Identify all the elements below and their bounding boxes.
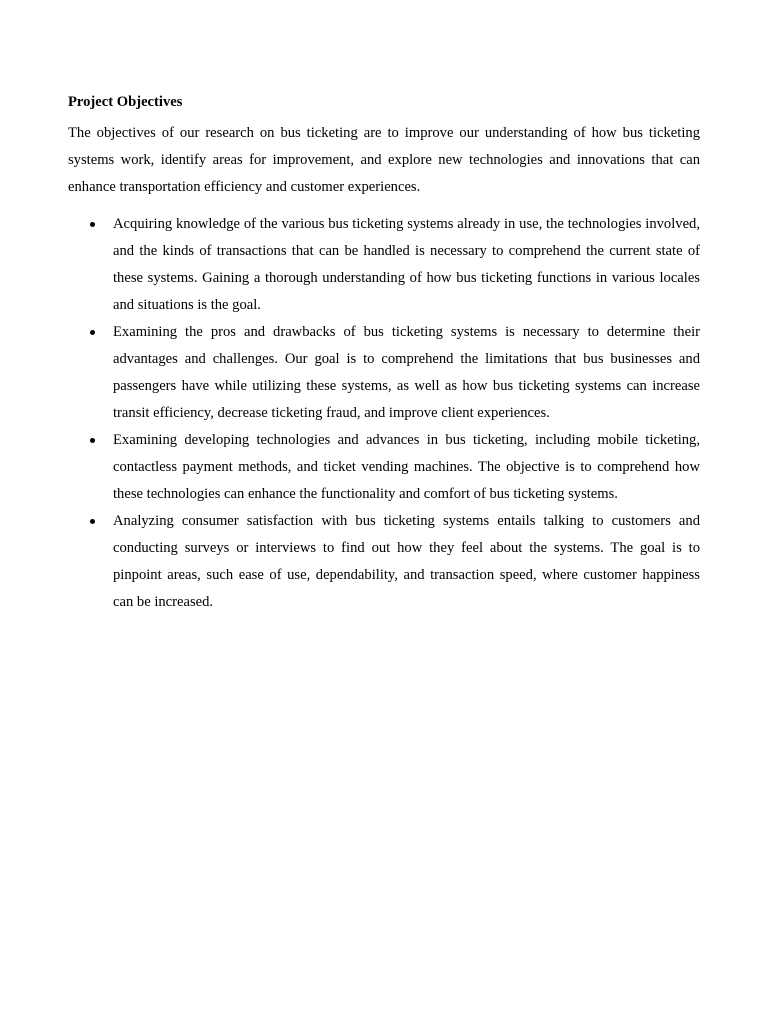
objective-item — [68, 211, 700, 319]
objective-item — [68, 508, 700, 616]
bullet-icon — [90, 519, 95, 524]
objective-item — [68, 427, 700, 508]
objective-text: Analyzing consumer satisfaction with bus ticketing systems entails talking to customers and conducting surveys or interviews to find out how they feel about the systems. The goal is to pinpoint areas, such ease of use, dependability, and transaction speed, where customer happiness can be increased. — [113, 513, 700, 610]
bullet-icon — [90, 330, 95, 335]
bullet-icon — [90, 222, 95, 227]
document-page — [68, 92, 700, 616]
objective-item — [68, 319, 700, 427]
section-heading: Project Objectives — [68, 94, 183, 110]
objective-text: Acquiring knowledge of the various bus ticketing systems already in use, the technologies involved, and the kinds of transactions that can be handled is necessary to comprehend the current state of these systems. Gaining a thorough understanding of how bus ticketing functions in various locales and situations is the goal. — [113, 216, 700, 313]
objective-text: Examining the pros and drawbacks of bus ticketing systems is necessary to determine their advantages and challenges. Our goal is to comprehend the limitations that bus businesses and passengers have while utilizing these systems, as well as how bus ticketing systems can increase transit efficiency, decrease ticketing fraud, and improve client experiences. — [113, 324, 700, 421]
objective-text: Examining developing technologies and advances in bus ticketing, including mobile ticketing, contactless payment methods, and ticket vending machines. The objective is to comprehend how these technologies can enhance the functionality and comfort of bus ticketing systems. — [113, 432, 700, 502]
intro-paragraph: The objectives of our research on bus ticketing are to improve our understanding of how bus ticketing systems work, identify areas for improvement, and explore new technologies and innovations that can enhance transportation efficiency and customer experiences. — [68, 125, 700, 195]
objectives-list — [68, 211, 700, 616]
bullet-icon — [90, 438, 95, 443]
